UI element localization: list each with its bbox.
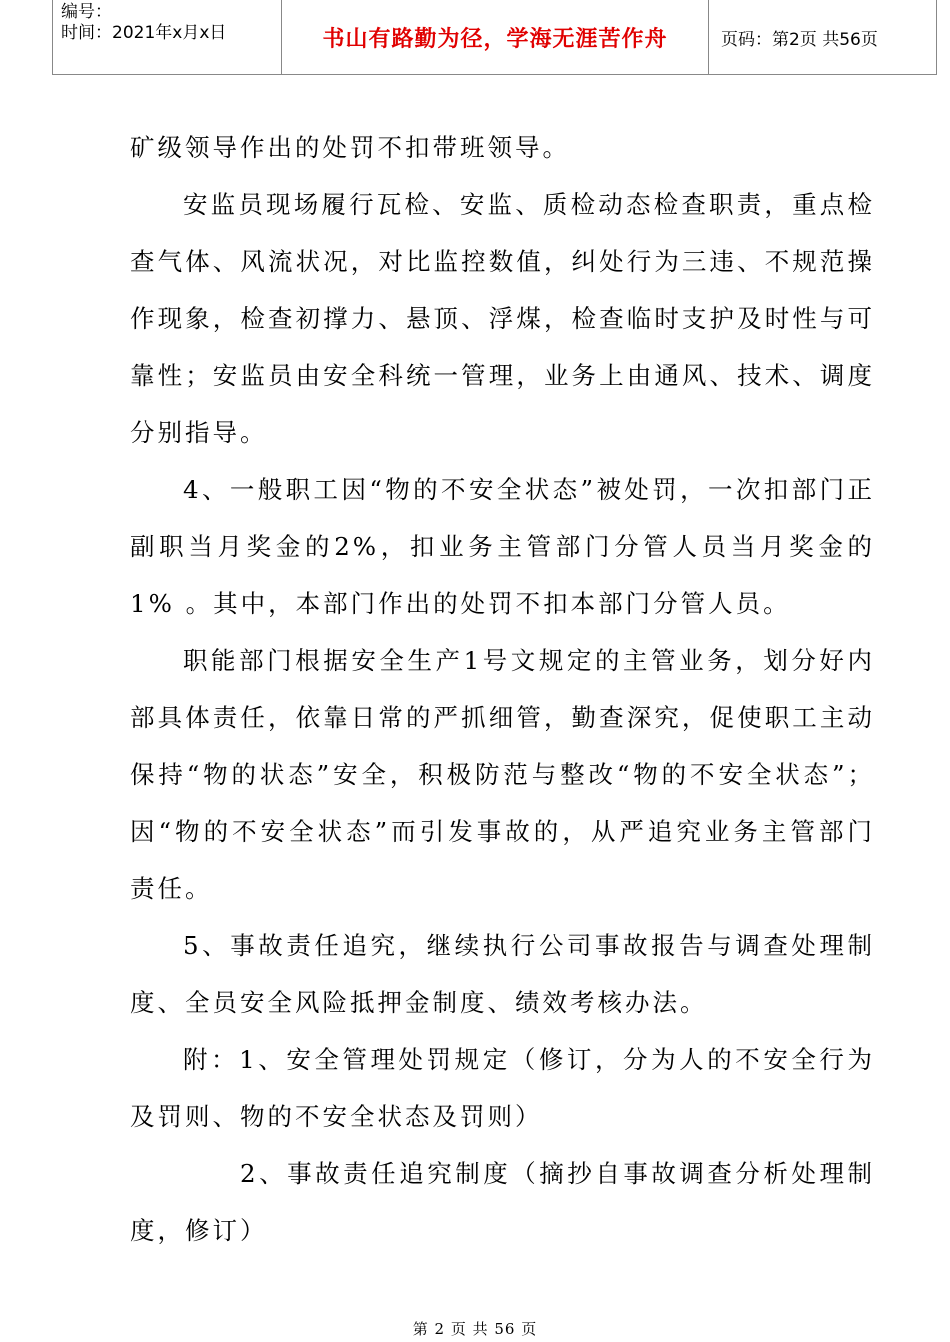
document-time-label: 时间：2021年x月x日 (61, 23, 227, 43)
paragraph: 5、事故责任追究，继续执行公司事故报告与调查处理制度、全员安全风险抵押金制度、绩效考核办法。 (130, 931, 875, 1017)
header-meta (53, 0, 281, 74)
paragraph: 附：1、安全管理处罚规定（修订，分为人的不安全行为及罚则、物的不安全状态及罚则） (130, 1045, 875, 1131)
paragraph: 2、事故责任追究制度（摘抄自事故调查分析处理制度，修订） (130, 1159, 875, 1245)
paragraph: 安监员现场履行瓦检、安监、质检动态检查职责，重点检查气体、风流状况，对比监控数值，纠处行为三违、不规范操作现象，检查初撑力、悬顶、浮煤，检查临时支护及时性与可靠性；安监员由安全科统一管理，业务上由通风、技术、调度分别指导。 (130, 190, 875, 447)
header-motto: 书山有路勤为径，学海无涯苦作舟 (281, 0, 708, 74)
paragraph: 矿级领导作出的处罚不扣带班领导。 (130, 133, 570, 162)
paragraph: 4、一般职工因“物的不安全状态”被处罚，一次扣部门正副职当月奖金的2%，扣业务主管部门分管人员当月奖金的1% 。其中，本部门作出的处罚不扣本部门分管人员。 (130, 475, 875, 618)
page-header (52, 0, 937, 75)
document-body (130, 119, 875, 1259)
header-page-number: 页码：第2页 共56页 (708, 0, 936, 74)
page-footer: 第 2 页 共 56 页 (412, 1320, 538, 1338)
paragraph: 职能部门根据安全生产1号文规定的主管业务，划分好内部具体责任，依靠日常的严抓细管，勤查深究，促使职工主动保持“物的状态”安全，积极防范与整改“物的不安全状态”；因“物的不安全状态”而引发事故的，从严追究业务主管部门责任。 (130, 646, 875, 903)
document-number-label: 编号： (61, 2, 112, 22)
